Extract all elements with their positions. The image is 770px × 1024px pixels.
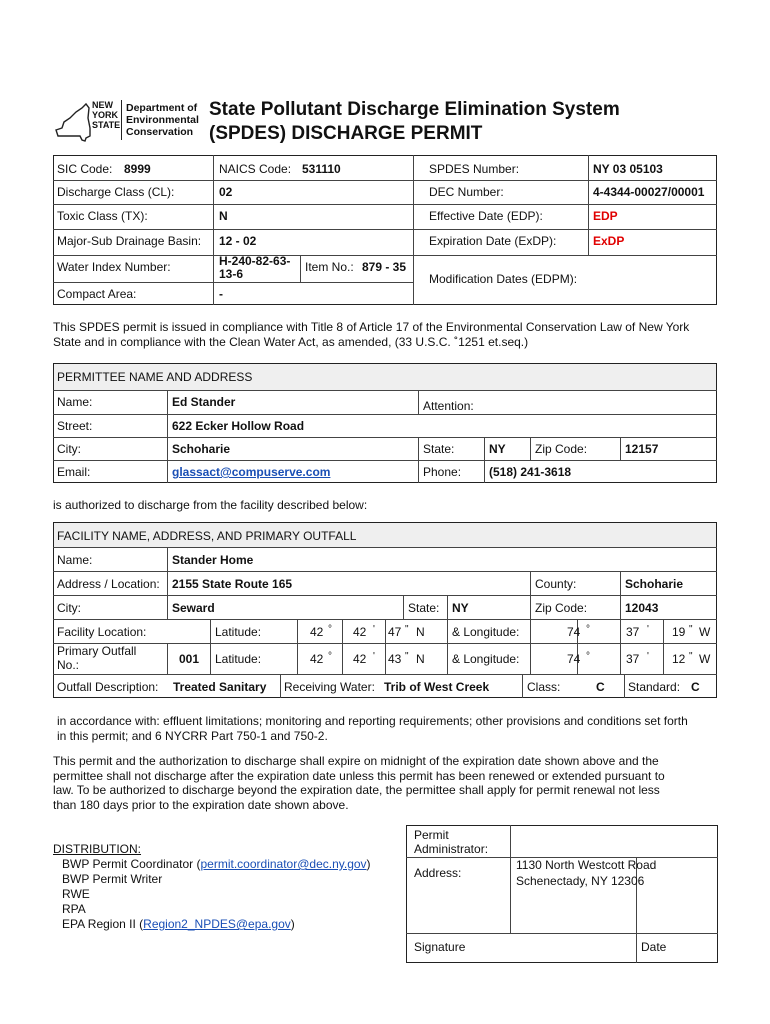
admin-address-label: Address: (414, 866, 462, 880)
latitude-label-2: Latitude: (215, 652, 262, 666)
discharge-class-value: 02 (219, 185, 233, 199)
permittee-email-link[interactable]: glassact@compuserve.com (172, 465, 331, 479)
standard-label: Standard: (628, 680, 681, 694)
facility-zip-label: Zip Code: (535, 601, 588, 615)
logo-dept-line1: Department of (126, 102, 198, 114)
sic-value: 8999 (124, 162, 151, 176)
expire-line3: law. To be authorized to discharge beyond the expiration date, the permittee shall apply for permit renewal not less (53, 783, 660, 797)
distribution-title: DISTRIBUTION: (53, 842, 142, 856)
permittee-name-value: Ed Stander (172, 395, 236, 409)
logo-dept-line3: Conservation (126, 126, 194, 138)
signature-label: Signature (414, 940, 466, 954)
lat1-min: 42 (353, 625, 367, 639)
lon1-min: 37 (626, 625, 640, 639)
page-title: State Pollutant Discharge Elimination System (209, 99, 620, 120)
authorized-text: is authorized to discharge from the facility described below: (53, 498, 368, 512)
lon1-sec: 19 (672, 625, 686, 639)
permittee-name-label: Name: (57, 395, 93, 409)
spdes-value: NY 03 05103 (593, 162, 663, 176)
lat1-deg: 42 (310, 625, 324, 639)
logo-york: YORK (92, 110, 119, 120)
lat2-deg-symbol: ° (328, 651, 332, 662)
outfall-description-label: Outfall Description: (57, 680, 159, 694)
facility-county-value: Schoharie (625, 577, 684, 591)
outfall-label-line2: No.: (57, 658, 80, 672)
permit-coordinator-email-link[interactable]: permit.coordinator@dec.ny.gov (200, 857, 367, 871)
permit-admin-label-line1: Permit (414, 828, 449, 842)
discharge-class-label: Discharge Class (CL): (57, 185, 175, 199)
permittee-email-label: Email: (57, 465, 91, 479)
outfall-label-line1: Primary Outfall (57, 644, 137, 658)
receiving-water-label: Receiving Water: (284, 680, 375, 694)
permittee-section-title: PERMITTEE NAME AND ADDRESS (57, 370, 253, 384)
expiration-date-label: Expiration Date (ExDP): (429, 234, 557, 248)
facility-zip-value: 12043 (625, 601, 659, 615)
lon2-sec: 12 (672, 652, 686, 666)
toxic-value: N (219, 209, 228, 223)
lat2-dir: N (416, 652, 425, 666)
permit-admin-label-line2: Administrator: (414, 842, 489, 856)
standard-value: C (691, 680, 700, 694)
lat1-sec-symbol: " (405, 624, 409, 635)
new-york-state-map-icon (52, 100, 94, 144)
longitude-label-2: & Longitude: (452, 652, 520, 666)
distribution-item-4: RPA (62, 902, 86, 916)
page-subtitle: (SPDES) DISCHARGE PERMIT (209, 123, 483, 144)
compact-label: Compact Area: (57, 287, 137, 301)
permittee-state-value: NY (489, 442, 506, 456)
facility-state-label: State: (408, 601, 440, 615)
lon2-deg-symbol: ° (586, 651, 590, 662)
facility-state-value: NY (452, 601, 469, 615)
lat1-sec: 47 (388, 625, 402, 639)
lon2-sec-symbol: " (689, 651, 693, 662)
permittee-street-value: 622 Ecker Hollow Road (172, 419, 305, 433)
permittee-city-value: Schoharie (172, 442, 231, 456)
admin-address-line2: Schenectady, NY 12306 (516, 874, 645, 888)
facility-city-value: Seward (172, 601, 215, 615)
expire-line2: permittee shall not discharge after the expiration date unless this permit has been renewed or extended pursuant to (53, 768, 665, 783)
water-index-label: Water Index Number: (57, 260, 171, 274)
item-value: 879 - 35 (362, 260, 407, 274)
facility-county-label: County: (535, 577, 577, 591)
lat2-min-symbol: ' (373, 651, 375, 662)
admin-address-line1: 1130 North Westcott Road (516, 858, 657, 872)
basin-label: Major-Sub Drainage Basin: (57, 234, 202, 248)
expire-line4: than 180 days prior to the expiration date shown above. (53, 797, 349, 812)
expire-line1: This permit and the authorization to discharge shall expire on midnight of the expiration date shown above and the (53, 754, 659, 768)
naics-value: 531110 (302, 162, 341, 176)
basin-value: 12 - 02 (219, 234, 257, 248)
distribution-item-1 (62, 857, 371, 871)
compact-value: - (219, 287, 223, 301)
dec-label: DEC Number: (429, 185, 504, 199)
effective-date-label: Effective Date (EDP): (429, 209, 543, 223)
receiving-water-value: Trib of West Creek (384, 680, 490, 694)
dec-value: 4-4344-00027/00001 (593, 185, 705, 199)
longitude-label: & Longitude: (452, 625, 520, 639)
water-index-value-line2: 13-6 (219, 267, 244, 281)
permittee-phone-value: (518) 241-3618 (489, 465, 572, 479)
facility-address-label: Address / Location: (57, 577, 160, 591)
logo-new: NEW (92, 100, 113, 110)
lat1-deg-symbol: ° (328, 624, 332, 635)
lat2-deg: 42 (310, 652, 324, 666)
intro-text-line2: State and in compliance with the Clean Water Act, as amended, (33 U.S.C. ˚1251 et.seq.) (53, 335, 529, 349)
distribution-item-5-prefix: EPA Region II ( (62, 917, 144, 931)
distribution-item-2: BWP Permit Writer (62, 872, 163, 886)
lon1-min-symbol: ' (647, 624, 649, 635)
item-label: Item No.: (305, 260, 354, 274)
lon2-deg: 74 (567, 652, 581, 666)
accordance-line1: in accordance with: effluent limitations; monitoring and reporting requirements; other provisions and conditions set forth (57, 714, 688, 728)
water-index-value-line1: H-240-82-63- (219, 254, 291, 268)
facility-name-value: Stander Home (172, 553, 254, 567)
distribution-item-3: RWE (62, 887, 90, 901)
class-label: Class: (527, 680, 561, 694)
lon2-min: 37 (626, 652, 640, 666)
intro-text-line1: This SPDES permit is issued in compliance with Title 8 of Article 17 of the Environmental Conservation Law of New York (53, 320, 690, 334)
lat2-sec: 43 (388, 652, 402, 666)
lat1-min-symbol: ' (373, 624, 375, 635)
logo-dept-line2: Environmental (126, 114, 199, 126)
accordance-line2: in this permit; and 6 NYCRR Part 750-1 and 750-2. (57, 729, 328, 743)
outfall-description-value: Treated Sanitary (173, 680, 267, 694)
distribution-item-1-prefix: BWP Permit Coordinator ( (62, 857, 201, 871)
lon1-deg: 74 (567, 625, 581, 639)
lon1-deg-symbol: ° (586, 624, 590, 635)
date-label: Date (641, 940, 667, 954)
distribution-item-1-suffix: ) (366, 857, 371, 871)
distribution-item-5 (62, 917, 295, 931)
permittee-zip-value: 12157 (625, 442, 659, 456)
modification-label: Modification Dates (EDPM): (429, 272, 578, 286)
latitude-label: Latitude: (215, 625, 262, 639)
spdes-label: SPDES Number: (429, 162, 520, 176)
facility-location-label: Facility Location: (57, 625, 147, 639)
lat2-min: 42 (353, 652, 367, 666)
epa-region-email-link[interactable]: Region2_NPDES@epa.gov (143, 917, 291, 931)
naics-label: NAICS Code: (219, 162, 292, 176)
permittee-phone-label: Phone: (423, 465, 462, 479)
lon1-dir: W (699, 625, 711, 639)
lat1-dir: N (416, 625, 425, 639)
facility-section-title: FACILITY NAME, ADDRESS, AND PRIMARY OUTFALL (57, 529, 357, 543)
permittee-street-label: Street: (57, 419, 93, 433)
permittee-state-label: State: (423, 442, 455, 456)
facility-address-value: 2155 State Route 165 (172, 577, 293, 591)
permittee-zip-label: Zip Code: (535, 442, 588, 456)
lon2-min-symbol: ' (647, 651, 649, 662)
sic-label: SIC Code: (57, 162, 113, 176)
toxic-label: Toxic Class (TX): (57, 209, 148, 223)
lon1-sec-symbol: " (689, 624, 693, 635)
dec-logo (52, 98, 212, 144)
logo-state: STATE (92, 120, 121, 130)
permittee-attention-label: Attention: (423, 399, 474, 413)
outfall-number: 001 (179, 652, 200, 666)
lon2-dir: W (699, 652, 711, 666)
distribution-item-5-suffix: ) (290, 917, 295, 931)
expiration-date-value: ExDP (593, 234, 625, 248)
lat2-sec-symbol: " (405, 651, 409, 662)
facility-city-label: City: (57, 601, 81, 615)
permittee-city-label: City: (57, 442, 81, 456)
class-value: C (596, 680, 605, 694)
effective-date-value: EDP (593, 209, 618, 223)
facility-name-label: Name: (57, 553, 93, 567)
